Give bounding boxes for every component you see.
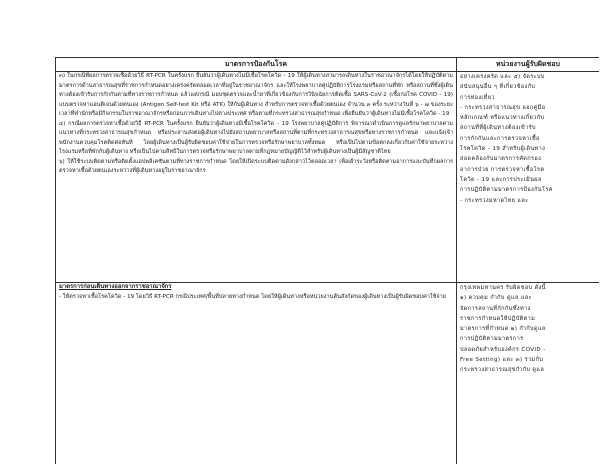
agency-line: - กระทรวงสาธารณสุข ออกคู่มือ [460, 104, 546, 111]
agency-cell [457, 283, 600, 464]
agency-line: หลักเกณฑ์ หรือแนวทางเกี่ยวกับ [460, 115, 545, 122]
agency-line: ปลอดภัยสำหรับองค์กร COVID - [460, 346, 546, 353]
agency-line: Free Setting) และ ๓) ร่วมกับ [460, 357, 544, 364]
agency-line: สนับสนุนอื่น ๆ ที่เกี่ยวข้องกับ [460, 84, 536, 91]
document-page [55, 57, 599, 464]
agency-line: จัดการสถานที่กักกันซึ่งทาง [460, 305, 531, 312]
measures-table [55, 57, 599, 464]
agency-line: มาตรการที่กำหนด ๒) กำกับดูแล [460, 326, 546, 333]
header-measures: มาตรการป้องกันโรค [56, 58, 457, 72]
table-row [56, 283, 600, 464]
agency-line: กระทรวงสาธารณสุขกำกับ ดูแล [460, 367, 545, 374]
agency-line: - กระทรวงมหาดไทย และ [460, 197, 529, 204]
agency-line: สถานที่ที่ผู้เดินทางต้องเข้ารับ [460, 125, 536, 132]
agency-line: ราชการกำหนดให้ปฏิบัติตาม [460, 315, 536, 322]
agency-line: การปฏิบัติตามมาตรการป้องกันโรค [460, 187, 553, 194]
measures-cell [56, 283, 457, 464]
section-title: มาตรการก่อนเดินทางออกจากราชอาณาจักร [59, 284, 172, 290]
agency-line: อาการป่วย การตรวจหาเชื้อโรค [460, 166, 545, 173]
agency-line: สอดคล้องกับมาตรการคัดกรอง [460, 156, 542, 163]
agency-line: โรคโควิด - 19 สำหรับผู้เดินทาง [460, 146, 546, 153]
agency-line: การปฏิบัติตามมาตรการ [460, 336, 524, 343]
paragraph-item-3: ๓) ในกรณีที่ผลการตรวจเชื้อด้วยวิธี RT-PCR ในครั้งแรก ยืนยันว่าผู้เดินทางไม่มีเชื้อโรคโควิด - 19 ให้ผู้เดินทางสามารถเดินทางในราชอาณาจักรได้โดยให้ปฏิบัติตามมาตรการด้านสาธารณสุขที่ราชการกำหนดอย่างเคร่งครัดตลอดเวลาที่อยู่ในราชอาณาจักร และให้โรงพยาบาลคู่ปฏิบัติการโรงแรมหรือสถานที่พัก หรือสถานที่ซึ่งผู้เดินทางต้องเข้ารับการกักกันตามที่ทางราชการกำหนด แล้วแต่กรณี มอบชุดตรวจและน้ำยาที่เกี่ยวข้องกับการวินิจฉัยการติดเชื้อ SARS-CoV-2 (เชื้อก่อโรค COVID - 19) แบบตรวจหาแอนติเจนด้วยตนเอง (Antigen Self-test Kit หรือ ATK) ให้กับผู้เดินทาง สำหรับการตรวจหาเชื้อด้วยตนเอง จำนวน ๓ ครั้ง ระหว่างวันที่ ๖ - ๗ ของระยะเวลาที่พำนักหรือมีกิจกรรมในราชอาณาจักรหรือก่อนการเดินทางไปต่างประเทศ หรือตามที่กระทรวงสาธารณสุขกำหนด เพื่อยืนยันว่าผู้เดินทางไม่มีเชื้อโรคโควิด - 19 [59, 73, 453, 118]
agency-line: โควิด - 19 และการประเมินผล [460, 176, 542, 183]
agency-line: ๑) ควบคุม กำกับ ดูแล และ [460, 295, 532, 302]
header-agency: หน่วยงานผู้รับผิดชอบ [457, 58, 600, 72]
measures-cell [56, 72, 457, 283]
table-header-row [56, 58, 600, 72]
agency-cell [457, 72, 600, 283]
paragraph-item-6: ๖) ให้ใช้ระบบติดตามหรือติดตั้งแอปพลิเคชันตามที่ทางราชการกำหนด โดยให้เปิดระบบติดตามดังกล่าวไว้ตลอดเวลา เพื่อเฝ้าระวังหรือติดตามอาการและบันทึกผลการตรวจหาเชื้อด้วยตนเองระหว่างที่ผู้เดินทางอยู่ในราชอาณาจักร [59, 158, 453, 175]
agency-line: การกักกันและการตรวจหาเชื้อ [460, 135, 540, 142]
table-row [56, 72, 600, 283]
paragraph-item-4: ๔) กรณีผลการตรวจหาเชื้อด้วยวิธี RT-PCR ในครั้งแรก ยืนยันว่าผู้เดินทางมีเชื้อโรคโควิด - 19 โรงพยาบาลคู่ปฏิบัติการ พิจารณาดำเนินการดูแลรักษาพยาบาลตามแนวทางที่กระทรวงสาธารณสุขกำหนด หรือประสานส่งต่อผู้เดินทางไปยังสถานพยาบาลหรือสถานที่ตามที่กระทรวงสาธารณสุขหรือทางราชการกำหนด และแจ้งเจ้าพนักงานควบคุมโรคติดต่อทันที โดยผู้เดินทางเป็นผู้รับผิดชอบค่าใช้จ่ายในการตรวจหรือรักษาพยาบาลทั้งหมด หรือเป็นไปตามข้อตกลงเกี่ยวกับค่าใช้จ่ายระหว่างโรงแรมหรือที่พักกับผู้เดินทาง หรือเป็นไปตามสิทธิในการตรวจหรือรักษาพยาบาลตามที่กฎหมายบัญญัติไว้สำหรับผู้เดินทางเป็นผู้มีสัญชาติไทย [59, 120, 453, 156]
agency-line: การท่องเที่ยว [460, 94, 495, 101]
paragraph-item: - ให้ตรวจหาเชื้อโรคโควิด - 19 โดยวิธี RT-PCR กรณีประเทศ/พื้นที่ปลายทางกำหนด โดยให้ผู้เดินทางหรือหน่วยงานต้นสังกัดของผู้เดินทางเป็นผู้รับผิดชอบค่าใช้จ่าย [59, 293, 447, 300]
agency-line: อย่างเคร่งครัด และ ๕) จัดระบบ [460, 74, 545, 80]
agency-line: กรุงเทพมหานคร รับผิดชอบ ดังนี้ [460, 285, 546, 291]
